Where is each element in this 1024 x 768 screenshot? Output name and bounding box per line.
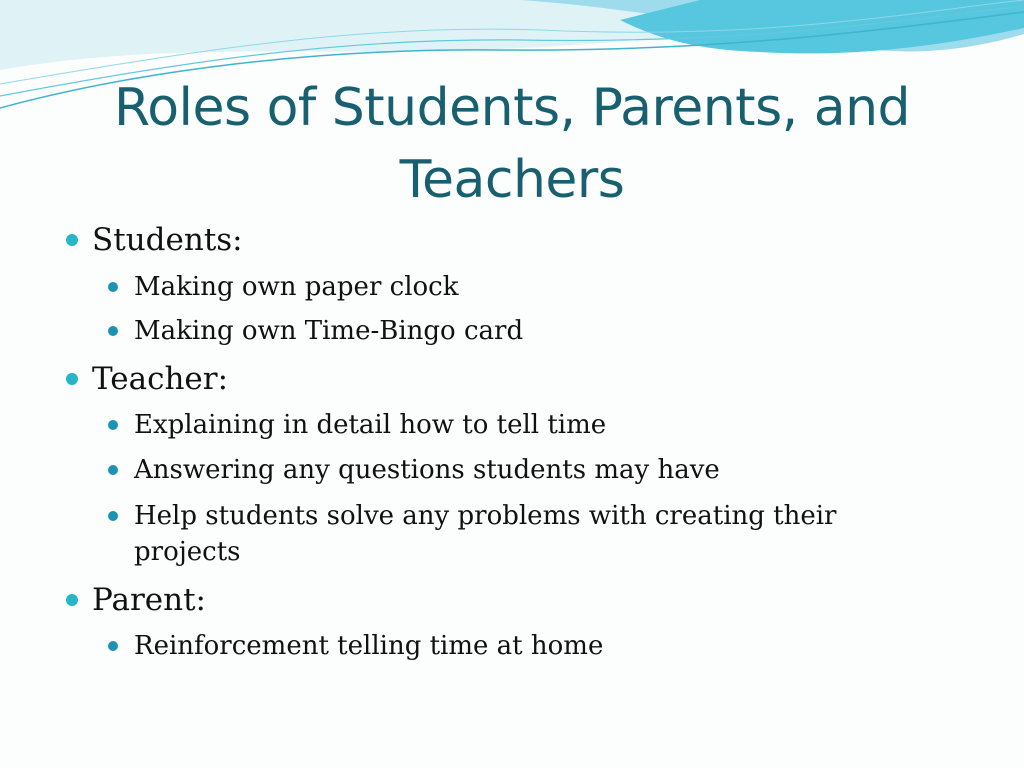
bullet-icon xyxy=(108,641,118,651)
list-item: Answering any questions students may have xyxy=(134,455,720,485)
list-item-continuation: projects xyxy=(134,537,241,567)
bullet-icon xyxy=(66,594,78,606)
section-heading-parent: Parent: xyxy=(92,582,206,618)
bullet-icon xyxy=(108,465,118,475)
section-heading-students: Students: xyxy=(92,222,243,258)
list-item: Explaining in detail how to tell time xyxy=(134,410,607,440)
bullet-icon xyxy=(108,420,118,430)
list-item: Making own paper clock xyxy=(134,272,459,302)
list-item: Help students solve any problems with creating their xyxy=(134,501,837,531)
bullet-icon xyxy=(108,282,118,292)
list-item: Reinforcement telling time at home xyxy=(134,631,604,661)
bullet-icon xyxy=(108,511,118,521)
bullet-icon xyxy=(108,326,118,336)
bullet-icon xyxy=(66,373,78,385)
section-heading-teacher: Teacher: xyxy=(92,361,229,397)
bullet-icon xyxy=(66,234,78,246)
list-item: Making own Time-Bingo card xyxy=(134,316,524,346)
slide-title: Roles of Students, Parents, and Teachers xyxy=(113,78,911,210)
